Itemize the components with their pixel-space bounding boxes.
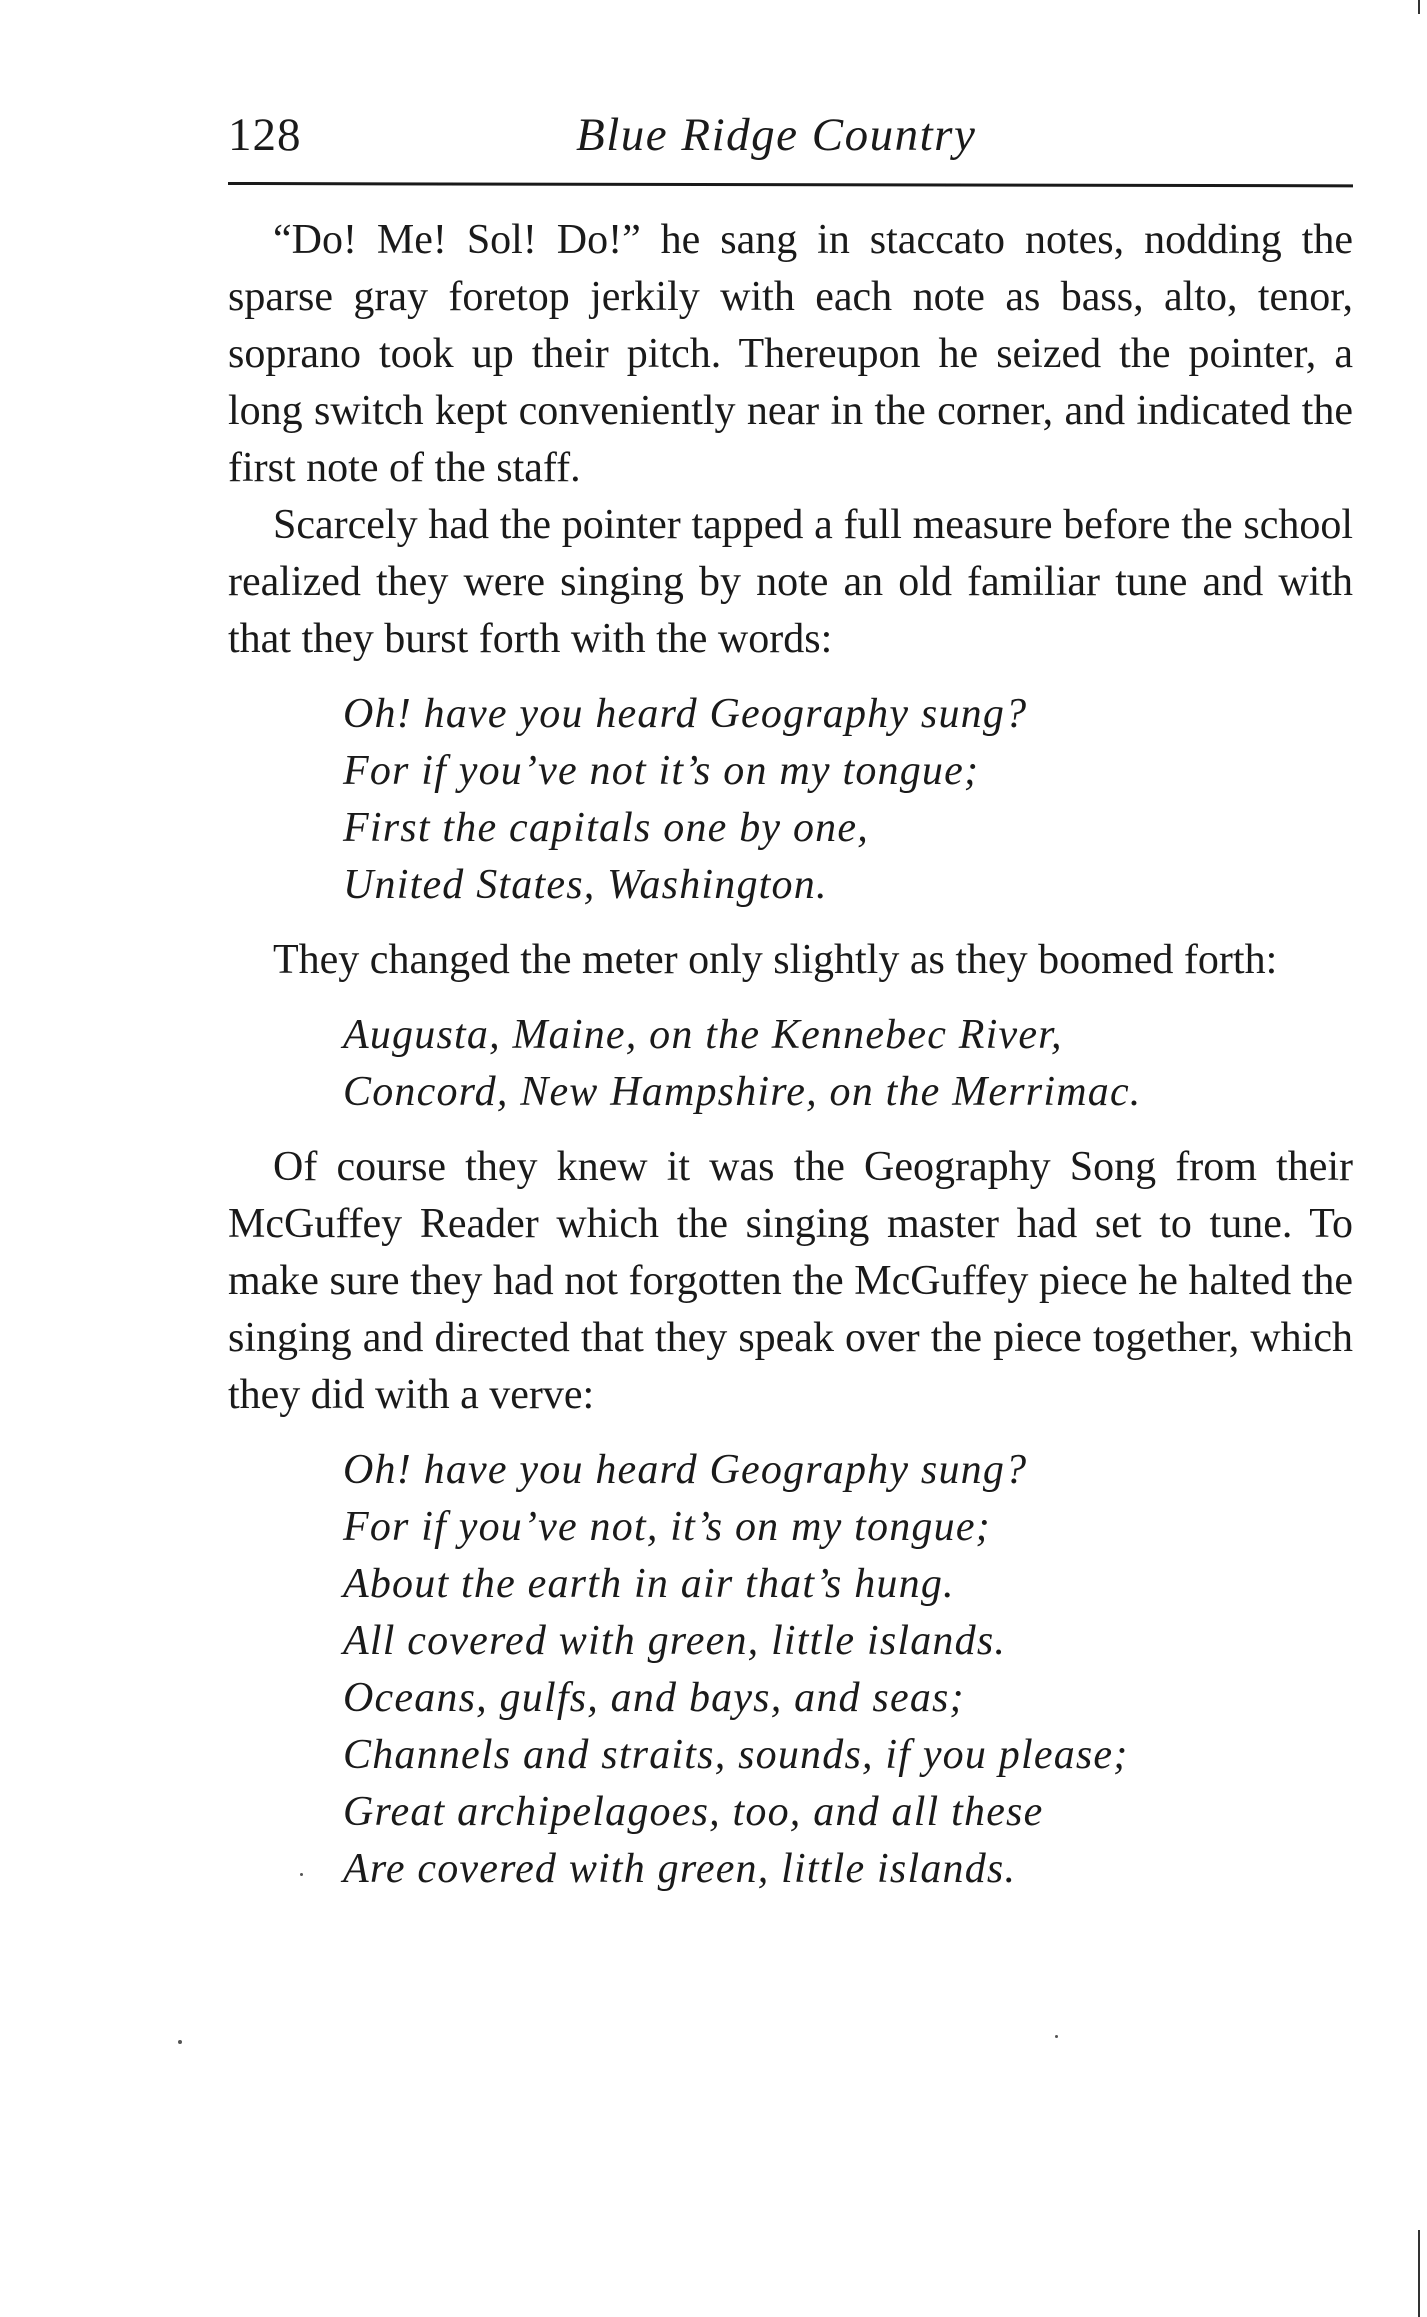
paragraph-3: They changed the meter only slightly as they boomed forth: [273,937,1278,983]
verse-line: First the capitals one by one, [343,805,869,851]
page-number: 128 [228,109,302,161]
scan-speck [300,1873,303,1876]
verse-3 [228,1442,1353,1898]
scan-speck [178,2040,182,2044]
verse-line: Oh! have you heard Geography sung? [343,1447,1028,1493]
verse-line: Oh! have you heard Geography sung? [343,691,1028,737]
verse-line: For if you’ve not it’s on my tongue; [343,748,980,794]
verse-line: Great archipelagoes, too, and all these [343,1789,1044,1835]
scan-edge-mark [1418,0,1420,14]
page-body [228,212,1353,1898]
scan-edge-mark [1418,2230,1420,2317]
running-head [228,108,1353,168]
paragraph-4: Of course they knew it was the Geography Song from their McGuffey Reader which the singing master had set to tune. To make sure they had not forgotten the McGuffey piece he halted the singing and directed that they speak over the piece together, which they did with a verve: [228,1144,1353,1418]
verse-line: Are covered with green, little islands. [343,1846,1017,1892]
verse-line: For if you’ve not, it’s on my tongue; [343,1504,991,1550]
verse-line: United States, Washington. [343,862,828,908]
verse-line: Oceans, gulfs, and bays, and seas; [343,1675,965,1721]
verse-1 [228,686,1353,914]
verse-line: Augusta, Maine, on the Kennebec River, [343,1012,1063,1058]
verse-line: All covered with green, little islands. [343,1618,1007,1664]
verse-line: Channels and straits, sounds, if you please; [343,1732,1129,1778]
header-rule [228,182,1353,187]
verse-line: About the earth in air that’s hung. [343,1561,955,1607]
paragraph-1: “Do! Me! Sol! Do!” he sang in staccato notes, nodding the sparse gray foretop jerkily with each note as bass, alto, tenor, soprano took up their pitch. Thereupon he seized the pointer, a long switch kept conveniently near in the corner, and indicated the first note of the staff. [228,217,1353,491]
scan-speck [1055,2035,1058,2038]
verse-line: Concord, New Hampshire, on the Merrimac. [343,1069,1142,1115]
book-title: Blue Ridge Country [576,109,977,161]
paragraph-2: Scarcely had the pointer tapped a full measure before the school realized they were singing by note an old familiar tune and with that they burst forth with the words: [228,502,1353,662]
verse-2 [228,1007,1353,1121]
